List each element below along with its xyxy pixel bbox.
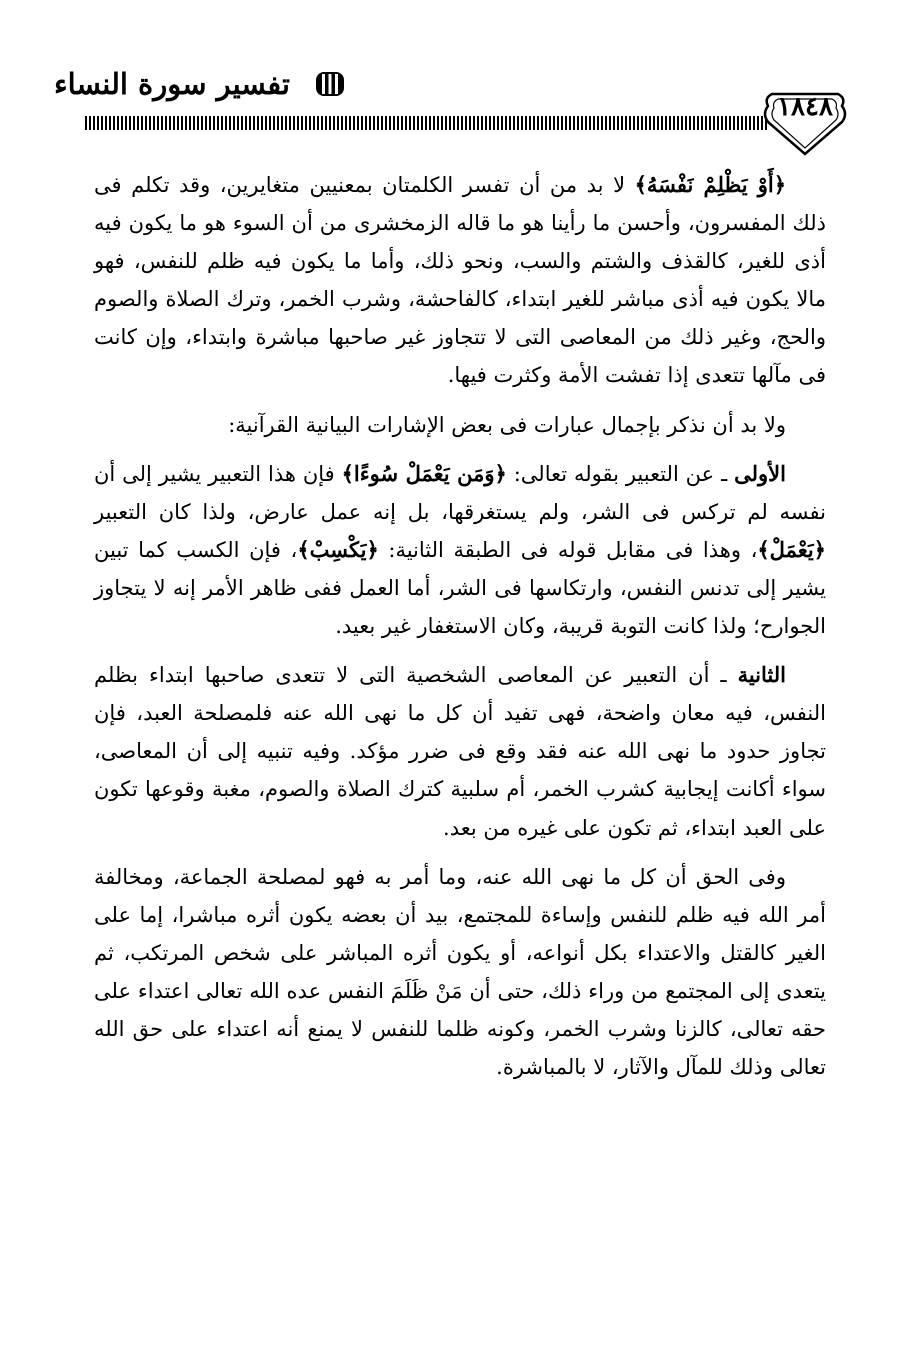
paragraph-5	[94, 858, 826, 1087]
paragraph-text: لا بد من أن تفسر الكلمتان بمعنيين متغايرين، وقد تكلم فى ذلك المفسرون، وأحسن ما رأينا هو ما قاله الزمخشرى من أن السوء هو ما يكون فيه أذى للغير، كالقذف والشتم والسب، ونحو ذلك، وأما ما يكون فيه ظلم للنفس، فهو مالا يكون فيه أذى مباشر للغير ابتداء، كالفاحشة، وشرب الخمر، وترك الصلاة والصوم والحج، وغير ذلك من المعاصى التى لا تتجاوز غير صاحبها مباشرة وابتداء، وإن كانت فى مآلها تتعدى إذا تفشت الأمة وكثرت فيها.	[94, 173, 826, 388]
quran-quote: ﴿يَعْمَلْ﴾	[757, 536, 826, 562]
paragraph-text: ولا بد أن نذكر بإجمال عبارات فى بعض الإشارات البيانية القرآنية:	[228, 412, 786, 437]
section-lead: الأولى	[734, 460, 786, 486]
paragraph-1	[94, 166, 826, 395]
paragraph-text: ـ أن التعبير عن المعاصى الشخصية التى لا تتعدى صاحبها ابتداء بظلم النفس، فيه معان واضحة، فهى تفيد أن كل ما نهى الله عنه فلمصلحة العبد، فإن تجاوز حدود ما نهى الله عنه فقد وقع فى ضرر مؤكد. وفيه تنبيه إلى أن المعاصى، سواء أكانت إيجابية كشرب الخمر، أم سلبية كترك الصلاة والصوم، مغبة وقوعها تكون على العبد ابتداء، ثم تكون على غيره من بعد.	[94, 663, 826, 840]
paragraph-text: ـ عن التعبير بقوله تعالى:	[506, 461, 735, 486]
running-header-title: تفسير سورة النساء	[53, 67, 290, 101]
paragraph-4	[94, 656, 826, 846]
paragraph-text: النفس عده الله تعالى اعتداء على حقه تعالى، كالزنا وشرب الخمر، وكونه ظلما للنفس لا يمنع أنه اعتداء على حق الله تعالى وذلك للمآل والآثار، لا بالمباشرة.	[94, 978, 826, 1080]
section-lead: الثانية	[737, 662, 786, 688]
body-text	[94, 166, 826, 1086]
page-number: ١٨٤٨	[777, 92, 833, 122]
quran-quote: ﴿أَوْ يَظْلِمْ نَفْسَهُ﴾	[634, 172, 787, 197]
paragraph-text: وفى الحق أن كل ما نهى الله عنه، وما أمر به فهو لمصلحة الجماعة، ومخالفة أمر الله فيه ظلم للنفس وإساءة للمجتمع، بيد أن بعضه يكون أثره مباشرا، إما على الغير كالقتل والاعتداء بكل أنواعه، أو يكون أثره المباشر على شخص المرتكب، ثم يتعدى إلى المجتمع من وراء ذلك، حتى أن	[94, 864, 826, 1003]
paragraph-text: فإن هذا التعبير يشير إلى أن نفسه لم تركس فى الشر، ولم يستغرقها، بل إنه عمل عارض، ولذا كان التعبير	[94, 461, 826, 524]
header-rule	[85, 116, 768, 130]
paragraph-2	[94, 406, 826, 444]
quran-quote: ﴿وَمَن يَعْمَلْ سُوءًا﴾	[341, 460, 507, 486]
paragraph-text: ، وهذا فى مقابل قوله فى الطبقة الثانية:	[378, 537, 758, 562]
quran-quote: ﴿يَكْسِبْ﴾	[297, 536, 379, 562]
ornament-icon	[313, 68, 347, 100]
quran-phrase: مَنْ ظَلَمَ	[390, 978, 463, 1003]
paragraph-3	[94, 455, 826, 645]
paragraph-text: ، فإن الكسب كما تبين يشير إلى تدنس النفس، وارتكاسها فى الشر، أما العمل ففى ظاهر الأمر إنه لا يتجاوز الجوارح؛ ولذا كانت التوبة قريبة، وكان الاستغفار غير بعيد.	[94, 537, 826, 639]
